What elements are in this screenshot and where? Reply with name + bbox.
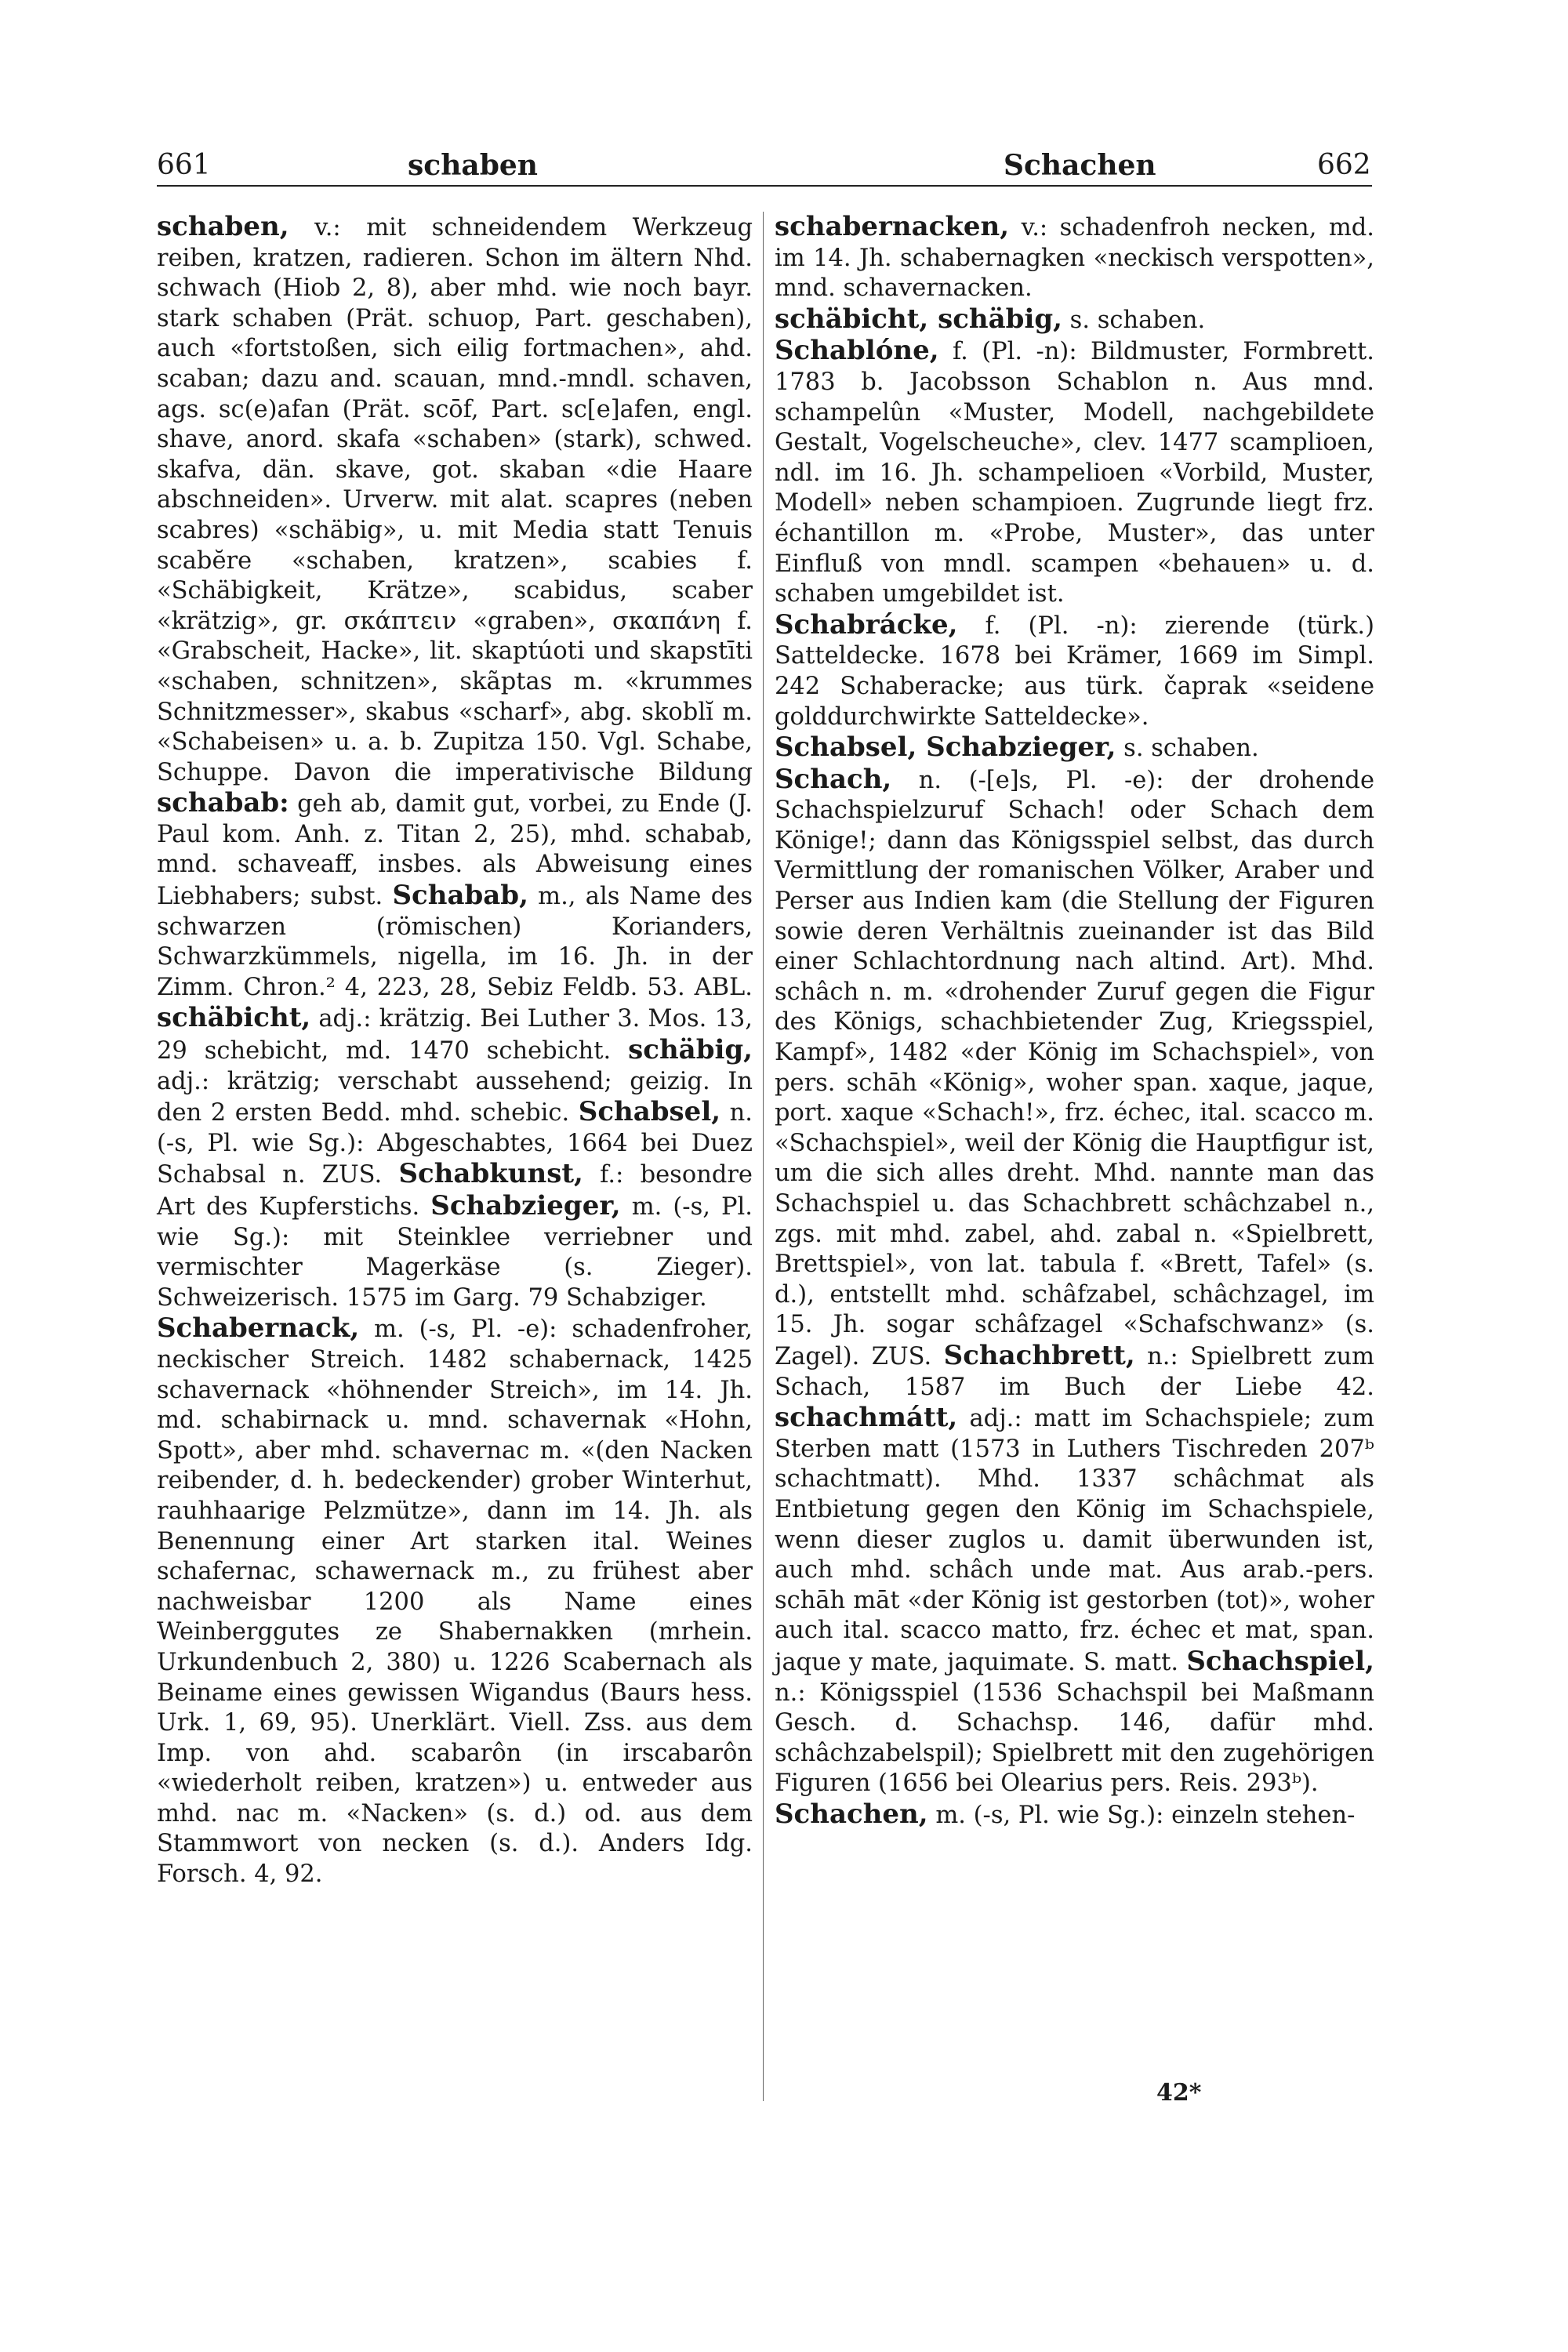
dictionary-entry xyxy=(775,1798,1356,1830)
entry-lemma: schäbicht, xyxy=(157,1002,311,1034)
entry-text: geh ab, damit gut, vorbei, zu Ende (J. Paul kom. Anh. z. Titan 2, 25), mhd. schabab, mnd. schaveaff, insbes. als Abweisung eines Liebhabers; subst. xyxy=(157,790,753,911)
dictionary-entry xyxy=(775,731,1259,764)
left-running-headword: schaben xyxy=(408,149,538,182)
entry-lemma: Schachspiel, xyxy=(1186,1645,1374,1677)
entry-lemma: Schachen, xyxy=(775,1798,928,1830)
entry-lemma: Schablóne, xyxy=(775,335,939,367)
right-page-number: 662 xyxy=(1317,149,1371,181)
entry-text: adj.: matt im Schachspiele; zum Sterben matt (1573 in Luthers Tischreden 207ᵇ schachtmatt). Mhd. 1337 schâchmat als Entbietung gegen den König im Schachspiele, wenn dieser zuglos u. damit überwunden ist, auch mhd. schâch unde mat. Aus arab.-pers. schāh māt «der König ist gestorben (tot)», woher auch ital. scacco matto, frz. échec et mat, span. jaque y mate, jaquimate. S. matt. xyxy=(775,1405,1374,1676)
entry-lemma: schachmátt, xyxy=(775,1402,958,1434)
entry-lemma: schabab: xyxy=(157,787,289,819)
entry-text: f.: besondre Art des Kupferstichs. xyxy=(157,1161,753,1221)
running-header xyxy=(157,149,1372,187)
dictionary-entry xyxy=(775,608,1374,731)
entry-text: f. (Pl. -n): Bildmuster, Formbrett. 1783 b. Jacobsson Schablon n. Aus mnd. schampelûn «Muster, Modell, nachgebildete Gestalt, Vogelscheuche», clev. 1477 scamplioen, ndl. im 16. Jh. schampelioen «Vorbild, Muster, Modell» neben schampioen. Zugrunde liegt frz. échantillon m. «Probe, Muster», das unter Einfluß von mndl. scampen «behauen» u. d. schaben umgebildet ist. xyxy=(775,338,1374,608)
entry-lemma: Schabernack, xyxy=(157,1312,360,1345)
right-column xyxy=(775,212,1374,1831)
entry-text: f. (Pl. -n): zierende (türk.) Satteldecke. 1678 bei Krämer, 1669 im Simpl. 242 Schaberacke; aus türk. čaprak «seidene golddurchwirkte Satteldecke». xyxy=(775,612,1374,731)
column-divider xyxy=(763,212,764,2101)
entry-lemma: Schabab, xyxy=(392,880,528,912)
entry-lemma: Schabkunst, xyxy=(398,1158,583,1190)
entry-text: m., als Name des schwarzen (römischen) Korianders, Schwarzkümmels, nigella, im 16. Jh. in der Zimm. Chron.² 4, 223, 28, Sebiz Feldb. 53. ABL. xyxy=(157,883,753,1001)
entry-text: adj.: krätzig; verschabt aussehend; geizig. In den 2 ersten Bedd. mhd. schebic. xyxy=(157,1067,753,1127)
entry-text: s. schaben. xyxy=(1062,306,1206,334)
signature-mark: 42* xyxy=(1156,2079,1202,2107)
entry-text: m. (-s, Pl. wie Sg.): mit Steinklee verriebner und vermischter Magerkäse (s. Zieger). Schweizerisch. 1575 im Garg. 79 Schabziger. xyxy=(157,1193,753,1312)
dictionary-entry xyxy=(157,1312,753,1889)
dictionary-entry xyxy=(775,303,1206,335)
entry-text: n.: Spielbrett zum Schach, 1587 im Buch der Liebe 42. xyxy=(775,1342,1375,1401)
entry-lemma: Schach, xyxy=(775,763,892,795)
entry-text: v.: schadenfroh necken, md. im 14. Jh. schabernagken «neckisch verspotten», mnd. schavernacken. xyxy=(775,214,1374,303)
entry-lemma: schaben, xyxy=(157,211,289,242)
left-column xyxy=(157,212,753,1890)
dictionary-entry xyxy=(157,211,753,786)
dictionary-entry xyxy=(775,1402,1374,1676)
entry-text: n.: Königsspiel (1536 Schachspil bei Maßmann Gesch. d. Schachsp. 146, dafür mhd. schâchzabelspil); Spielbrett mit den zugehörigen Figuren (1656 bei Olearius pers. Reis. 293ᵇ). xyxy=(775,1679,1374,1798)
entry-lemma: Schabsel, Schabzieger, xyxy=(775,731,1116,764)
header-rule xyxy=(157,185,1372,187)
entry-lemma: Schabrácke, xyxy=(775,608,958,641)
entry-lemma: schabernacken, xyxy=(775,211,1010,242)
dictionary-entry xyxy=(775,763,1374,1370)
entry-lemma: schäbig, xyxy=(628,1034,753,1066)
entry-text: v.: mit schneidendem Werkzeug reiben, kratzen, radieren. Schon im ältern Nhd. schwach (Hiob 2, 8), aber mhd. wie noch bayr. stark schaben (Prät. schuop, Part. geschaben), auch «fortstoßen, sich eilig fortmachen», ahd. scaban; dazu and. scauan, mnd.-mndl. schaven, ags. sc(e)afan (Prät. scōf, Part. sc[e]afen, engl. shave, anord. skafa «schaben» (stark), schwed. skafva, dän. skave, got. skaban «die Haare abschneiden». Urverw. mit alat. scapres (neben scabres) «schäbig», u. mit Media statt Tenuis scabĕre «schaben, kratzen», scabies f. «Schäbigkeit, Krätze», scabidus, scaber «krätzig», gr. σκάπτειν «graben», σκαπάνη f. «Grabscheit, Hacke», lit. skaptúoti und skapstīti «schaben, schnitzen», skãptas m. «krummes Schnitzmesser», skabus «scharf», abg. skoblĭ m. «Schabeisen» u. a. b. Zupitza 150. Vgl. Schabe, Schuppe. Davon die imperativische Bildung xyxy=(157,214,753,786)
entry-text: n. (-s, Pl. wie Sg.): Abgeschabtes, 1664 bei Duez Schabsal n. ZUS. xyxy=(157,1099,753,1189)
entry-text: n. (-[e]s, Pl. -e): der drohende Schachspielzuruf Schach! oder Schach dem Könige!; dann das Königsspiel selbst, das durch Vermittlung der romanischen Völker, Araber und Perser aus Indien kam (die Stellung der Figuren sowie deren Verhältnis zueinander ist das Bild einer Schlachtordnung nach altind. Art). Mhd. schâch n. m. «drohender Zuruf gegen die Figur des Königs, schachbietender Zug, Kriegsspiel, Kampf», 1482 «der König im Schachspiel», von pers. schāh «König», woher span. xaque, jaque, port. xaque «Schach!», frz. échec, ital. scacco m. «Schachspiel», weil der König die Hauptfigur ist, um die sich alles dreht. Mhd. nannte man das Schachspiel u. das Schachbrett schâchzabel n., zgs. mit mhd. zabel, ahd. zabal n. «Spielbrett, Brettspiel», von lat. tabula f. «Brett, Tafel» (s. d.), entstellt mhd. schâfzabel, schâchzagel, im 15. Jh. sogar schâfzagel «Schafschwanz» (s. Zagel). ZUS. xyxy=(775,766,1374,1370)
entry-text: s. schaben. xyxy=(1116,735,1259,763)
entry-text: adj.: krätzig. Bei Luther 3. Mos. 13, 29 schebicht, md. 1470 schebicht. xyxy=(157,1005,753,1065)
entry-lemma: Schachbrett, xyxy=(943,1339,1135,1371)
dictionary-entry xyxy=(775,335,1374,608)
dictionary-entry xyxy=(775,211,1374,303)
entry-lemma: schäbicht, schäbig, xyxy=(775,303,1062,335)
entry-lemma: Schabsel, xyxy=(578,1096,721,1128)
entry-lemma: Schabzieger, xyxy=(430,1190,621,1221)
entry-text: m. (-s, Pl. -e): schadenfroher, neckischer Streich. 1482 schabernack, 1425 schavernack «höhnender Streich», im 14. Jh. md. schabirnack u. mnd. schavernak «Hohn, Spott», aber mhd. schavernac m. «(den Nacken reibender, d. h. bedeckender) grober Winterhut, rauhhaarige Pelzmütze», dann im 14. Jh. als Benennung einer Art starken ital. Weines schafernac, schawernack m., zu frühest aber nachweisbar 1200 als Name eines Weinberggutes ze Shabernakken (mrhein. Urkundenbuch 2, 380) u. 1226 Scabernach als Beiname eines gewissen Wigandus (Baurs hess. Urk. 1, 69, 95). Unerklärt. Viell. Zss. aus dem Imp. von ahd. scabarôn (in irscabarôn «wiederholt reiben, kratzen») u. entweder aus mhd. nac m. «Nacken» (s. d.) od. aus dem Stammwort von necken (s. d.). Anders Idg. Forsch. 4, 92. xyxy=(157,1316,753,1889)
left-page-number: 661 xyxy=(157,149,211,181)
entry-text: m. (-s, Pl. wie Sg.): einzeln stehen- xyxy=(927,1801,1356,1829)
right-running-headword: Schachen xyxy=(1004,149,1156,182)
